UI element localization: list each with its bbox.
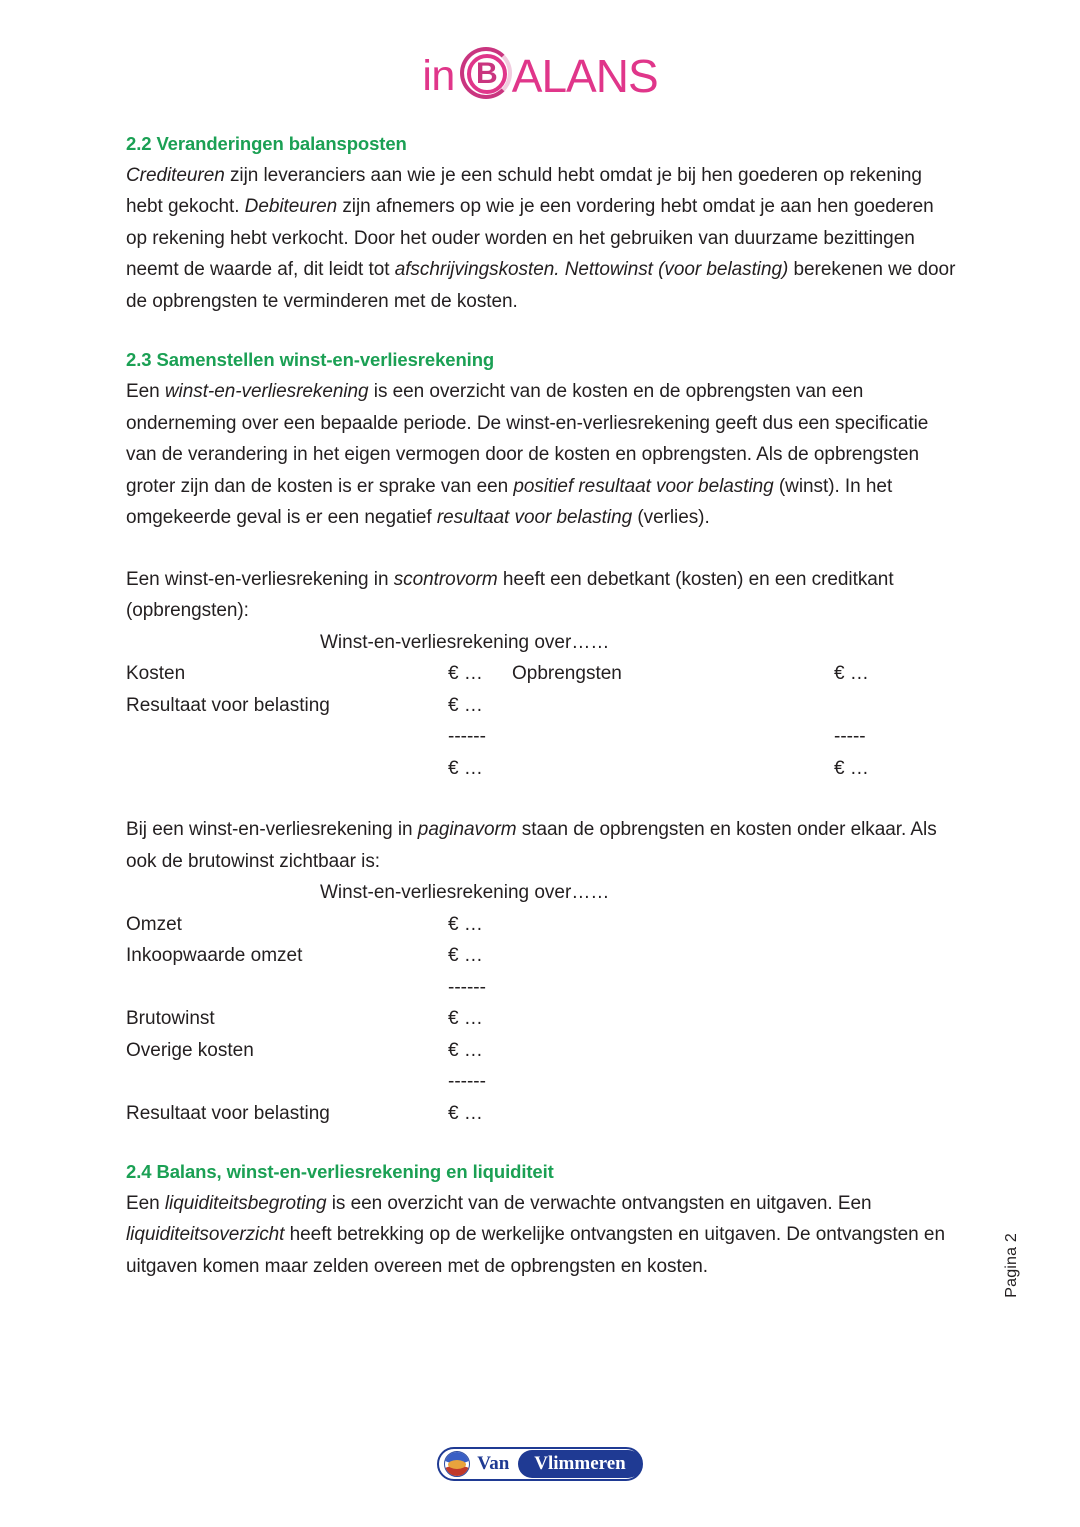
table-row-total — [126, 1098, 956, 1130]
cell-label: Overige kosten — [126, 1039, 254, 1061]
table-row-rule — [126, 721, 956, 753]
document-body — [126, 131, 956, 1282]
cell-label: Kosten — [126, 663, 186, 685]
logo-word-vlimmeren: Vlimmeren — [518, 1450, 641, 1478]
heading-2-4: 2.4 Balans, winst-en-verliesrekening en liquiditeit — [126, 1161, 554, 1183]
cell-amount: € … — [448, 1039, 483, 1061]
cell-label: Resultaat voor belasting — [126, 1102, 330, 1124]
page-number — [1003, 1168, 1021, 1298]
cell-label: Inkoopwaarde omzet — [126, 945, 303, 967]
logo-text-in: in — [422, 51, 455, 100]
heading-2-3: 2.3 Samenstellen winst-en-verliesrekening — [126, 349, 495, 371]
cell-rule: ------ — [448, 1071, 486, 1093]
spacer — [126, 784, 956, 814]
logo-b-circle-icon — [459, 46, 515, 102]
paragraph-2-4: Een liquiditeitsbegroting is een overzicht van de verwachte ontvangsten en uitgaven. Een liquiditeitsoverzicht heeft betrekking op de werkelijke ontvangsten en uitgaven. De ontvangsten en uitgaven komen maar zelden overeen met de opbrengsten en kosten. — [126, 1192, 945, 1277]
spacer — [126, 534, 956, 564]
table-row — [126, 1035, 956, 1067]
cell-rule: ------ — [448, 976, 486, 998]
cell-amount: € … — [448, 913, 483, 935]
in-balans-logo — [422, 38, 657, 110]
scontro-ledger-title: Winst-en-verliesrekening over…… — [320, 631, 610, 653]
paragraph-paginavorm-intro: Bij een winst-en-verliesrekening in paginavorm staan de opbrengsten en kosten onder elkaar. Als ook de brutowinst zichtbaar is: — [126, 819, 937, 872]
logo-text-alans: ALANS — [511, 50, 658, 102]
table-row — [126, 1003, 956, 1035]
cell-amount-left: € … — [448, 757, 483, 779]
spacer — [126, 317, 956, 347]
footer-logo — [0, 1447, 1080, 1482]
cell-amount-left: € … — [448, 663, 483, 685]
pagina-ledger-table — [126, 877, 956, 1129]
paragraph-2-3: Een winst-en-verliesrekening is een overzicht van de kosten en de opbrengsten van een onderneming over een bepaalde periode. De winst-en-verliesrekening geeft dus een specificatie van de verandering in het eigen vermogen door de kosten en opbrengsten. Als de opbrengsten groter zijn dan de kosten is er sprake van een positief resultaat voor belasting (winst). In het omgekeerde geval is er een negatief resultaat voor belasting (verlies). — [126, 381, 929, 529]
logo-b-letter: B — [475, 57, 498, 90]
spacer — [126, 1129, 956, 1159]
cell-rule-left: ------ — [448, 726, 486, 748]
paragraph-scontrovorm-intro: Een winst-en-verliesrekening in scontrovorm heeft een debetkant (kosten) en een creditkant (opbrengsten): — [126, 568, 894, 622]
paragraph-2-2: Crediteuren zijn leveranciers aan wie je een schuld hebt omdat je bij hen goederen op rekening hebt gekocht. Debiteuren zijn afnemers op wie je een vordering hebt omdat je aan hen goederen op rekening hebt verkocht. Door het ouder worden en het gebruiken van duurzame bezittingen neemt de waarde af, dit leidt tot afschrijvingskosten. Nettowinst (voor belasting) berekenen we door de opbrengsten te verminderen met de kosten. — [126, 164, 956, 312]
table-row-rule — [126, 972, 956, 1004]
cell-amount: € … — [448, 1008, 483, 1030]
table-row — [126, 940, 956, 972]
table-row-total — [126, 753, 956, 785]
heading-2-2: 2.2 Veranderingen balansposten — [126, 133, 407, 154]
table-row — [126, 690, 956, 722]
pagina-ledger-title: Winst-en-verliesrekening over…… — [320, 882, 610, 904]
scontro-ledger-table — [126, 627, 956, 785]
page-number-label: Pagina 2 — [1003, 1233, 1020, 1298]
cell-amount: € … — [448, 1102, 483, 1124]
header-logo — [0, 38, 1080, 110]
cell-amount-left: € … — [448, 694, 483, 716]
cell-label-right: Opbrengsten — [512, 663, 622, 685]
cell-label: Brutowinst — [126, 1008, 215, 1030]
table-row — [126, 909, 956, 941]
table-row-rule — [126, 1066, 956, 1098]
globe-icon — [444, 1451, 470, 1477]
cell-amount-right: € … — [834, 663, 869, 685]
logo-word-van: Van — [477, 1452, 510, 1474]
van-vlimmeren-logo — [437, 1447, 643, 1481]
cell-amount: € … — [448, 945, 483, 967]
cell-amount-right: € … — [834, 757, 869, 779]
cell-rule-right: ----- — [834, 726, 866, 748]
cell-label: Omzet — [126, 913, 182, 935]
cell-label: Resultaat voor belasting — [126, 694, 330, 716]
table-row — [126, 658, 956, 690]
